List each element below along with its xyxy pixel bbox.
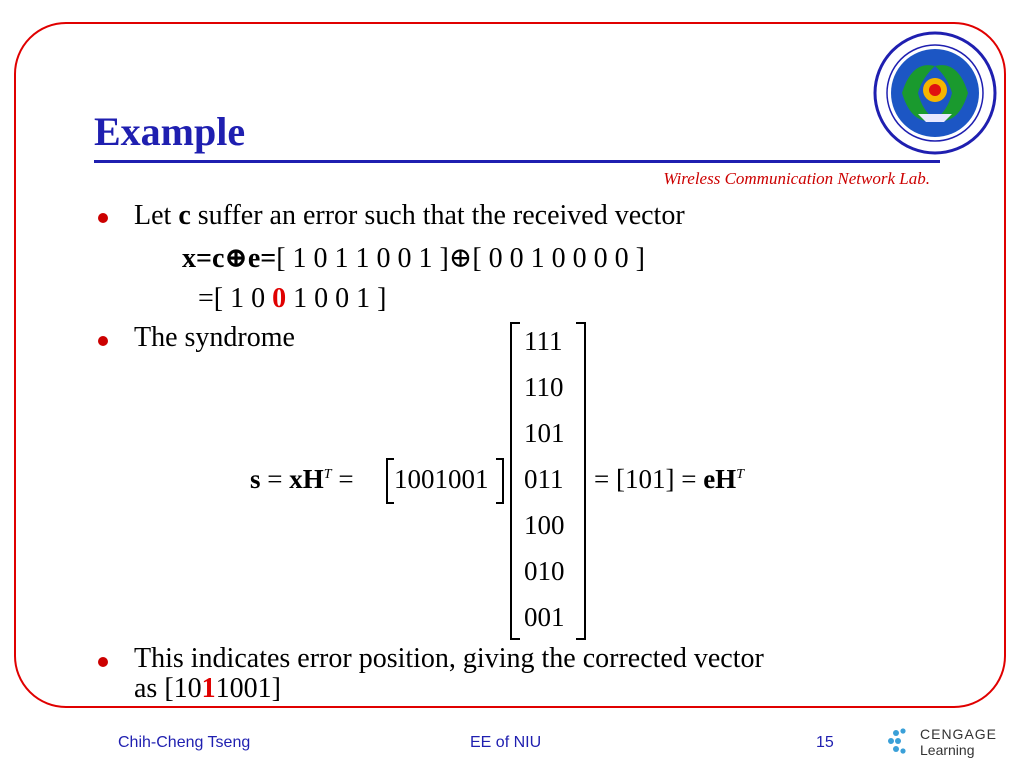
equation-x <box>182 241 645 275</box>
error-bit: 0 <box>272 283 287 314</box>
syndrome-eq1: = <box>260 464 290 494</box>
matrix-row: 001 <box>524 602 565 632</box>
matrix-row: 011 <box>524 464 564 494</box>
matrix-bracket-right <box>576 322 586 640</box>
matrix-row: 100 <box>524 510 565 540</box>
equation-x-result-post: 1 0 0 1 ] <box>286 283 387 314</box>
footer-author: Chih-Cheng Tseng <box>118 734 251 751</box>
bullet-3-line2 <box>134 673 281 705</box>
bullet-1-var: c <box>178 200 191 231</box>
corrected-post: 1001] <box>215 673 281 704</box>
syndrome-xh: xH <box>289 464 324 494</box>
matrix-row: 111 <box>524 326 563 356</box>
slide-title: Example <box>94 109 246 154</box>
syndrome-lhs <box>250 464 354 495</box>
matrix-row: 010 <box>524 556 565 586</box>
university-seal-logo <box>872 30 998 156</box>
bullet-marker <box>98 213 108 223</box>
bullet-1-text <box>134 200 685 232</box>
syndrome-result: = [101] = <box>594 464 704 494</box>
transpose-sup: T <box>323 467 332 482</box>
cengage-mark-icon <box>886 727 920 757</box>
equation-x-rhs: [ 1 0 1 1 0 0 1 ]⊕[ 0 0 1 0 0 0 0 ] <box>276 243 645 274</box>
equation-x-result <box>198 283 386 315</box>
vector-bracket-right <box>496 458 504 504</box>
cengage-top: CENGAGE <box>920 726 998 742</box>
equation-x-result-pre: =[ 1 0 <box>198 283 273 314</box>
footer-org: EE of NIU <box>470 734 542 751</box>
received-vector: 1001001 <box>394 464 489 494</box>
equation-x-lhs: x=c⊕e= <box>182 243 277 274</box>
lab-name: Wireless Communication Network Lab. <box>663 169 930 188</box>
vector-bracket-left <box>386 458 394 504</box>
syndrome-s: s <box>250 464 261 494</box>
cengage-logo <box>886 724 1012 760</box>
transpose-sup: T <box>736 467 744 482</box>
bullet-1-suffix: suffer an error such that the received vector <box>190 200 685 231</box>
corrected-pre: as [10 <box>134 673 202 704</box>
bullet-1-prefix: Let <box>134 200 179 231</box>
bullet-marker <box>98 657 108 667</box>
corrected-bit: 1 <box>201 673 216 704</box>
bullet-marker <box>98 336 108 346</box>
bullet-2-text: The syndrome <box>134 322 295 353</box>
title-underline <box>94 160 940 163</box>
footer-page-number: 15 <box>816 734 834 751</box>
syndrome-eh: eH <box>703 464 737 494</box>
bullet-3-line1: This indicates error position, giving the corrected vector <box>134 643 764 674</box>
matrix-row: 110 <box>524 372 564 402</box>
matrix-bracket-left <box>510 322 520 640</box>
syndrome-eq2: = <box>331 464 354 494</box>
syndrome-rhs <box>594 464 744 495</box>
cengage-bottom: Learning <box>920 742 975 758</box>
matrix-row: 101 <box>524 418 565 448</box>
